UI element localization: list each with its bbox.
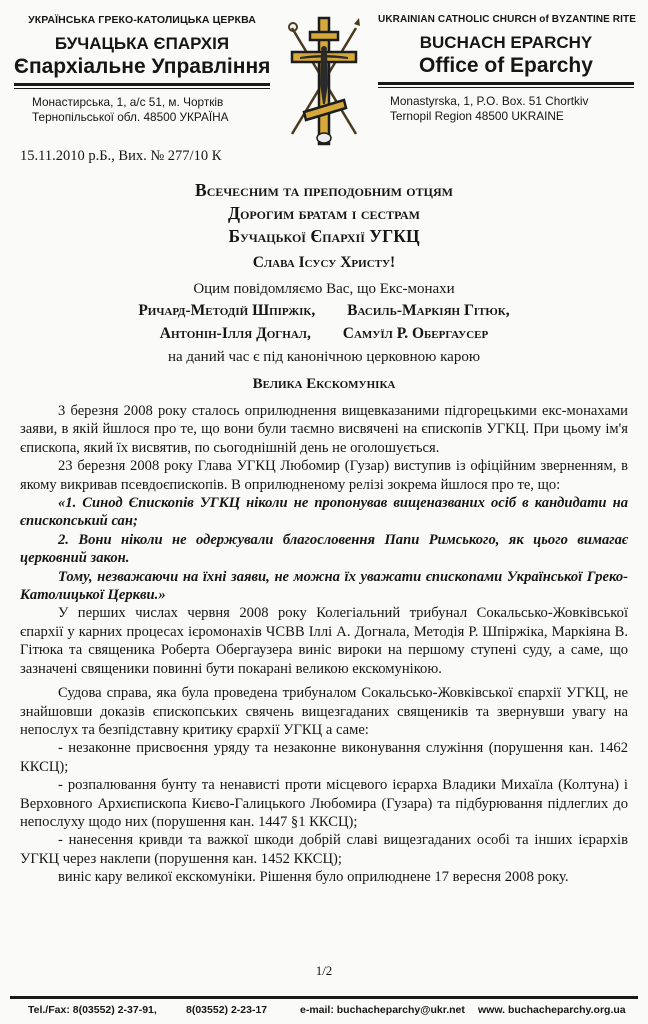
office-name-ua: Єпархіальне Управління — [14, 55, 271, 78]
quote-3: Тому, незважаючи на їхні заяви, не можна їх уважати єпископами Української Греко-Католицької Церкви.» — [20, 568, 628, 604]
church-name-en: UKRAINIAN CATHOLIC CHURCH of BYZANTINE RITE — [378, 14, 636, 25]
address-en-line2: Ternopil Region 48500 UKRAINE — [390, 109, 564, 123]
letter-body — [20, 402, 628, 887]
announcement-intro: Оцим повідомляємо Вас, що Екс-монахи — [193, 281, 455, 297]
footer-rule — [10, 996, 638, 999]
quote-1: «1. Синод Єпископів УГКЦ ніколи не пропонував вищеназваних осіб в кандидати на єпископський сан; — [20, 495, 628, 530]
bullet-2: - розпалювання бунту та ненависті проти місцевого ієрарха Владики Михаїла (Колтуна) і Верховного Архиєпископа Києво-Галицького Любомира (Гузара) та підбурювання підлеглих до непослуху щодо них (порушення кан. 1447 §1 ККСЦ); — [20, 777, 628, 830]
letterhead-left — [14, 14, 270, 125]
paragraph-5: виніс кару великої екскомуніки. Рішення було оприлюднене 17 вересня 2008 року. — [58, 869, 569, 886]
page-number: 1/2 — [315, 963, 333, 978]
cross-emblem-icon — [284, 14, 364, 148]
name-3: Антонін-Ілля Догнал, — [159, 325, 311, 342]
address-en-line1: Monastyrska, 1, P.O. Box. 51 Chortkiv — [390, 94, 589, 108]
paragraph-1: 3 березня 2008 року сталось оприлюднення вищевказаними підгорецькими екс-монахами заяви, в якій йшлося про те, що вони були таємно висвячені на єпископів УГКЦ. При цьому ім'я єпископа, який їх висвятив, по сьогоднішній день не оголошується. — [20, 403, 628, 456]
church-name-ua: УКРАЇНСЬКА ГРЕКО-КАТОЛИЦЬКА ЦЕРКВА — [28, 14, 256, 26]
names-row-1 — [0, 300, 648, 322]
address-ua-line1: Монастирська, 1, а/с 51, м. Чортків — [32, 95, 224, 109]
header-rule-thin — [378, 87, 634, 88]
paragraph-2: 23 березня 2008 року Глава УГКЦ Любомир (Гузар) виступив із офіційним зверненням, в якому викривав псевдоєпископів. В оприлюдненому релізі зокрема йшлося про те, що: — [20, 458, 628, 493]
reference-number: 15.11.2010 р.Б., Вих. № 277/10 К — [20, 148, 222, 164]
name-4: Самуїл Р. Обергаусер — [342, 325, 489, 342]
section-heading: Велика Екскомуніка — [252, 376, 396, 392]
footer-phone-2: 8(03552) 2-23-17 — [186, 1004, 268, 1016]
bullet-3: - нанесення кривди та важкої шкоди добрій славі вищезгаданих особі та інших ієрархів УГКЦ через наклепи (порушення кан. 1452 ККСЦ); — [20, 832, 628, 867]
eparchy-name-en: BUCHACH EPARCHY — [419, 33, 593, 52]
bullet-1: - незаконне присвоєння уряду та незаконне виконування служіння (порушення кан. 1462 ККСЦ); — [20, 740, 628, 775]
header-rule-thin — [14, 88, 270, 89]
announcement-status: на даний час є під канонічною церковною карою — [167, 349, 481, 365]
address-line-2: Дорогим братам і сестрам — [228, 203, 420, 223]
address-line-3: Бучацької Єпархії УГКЦ — [228, 226, 420, 246]
quote-2: 2. Вони ніколи не одержували благословення Папи Римського, як цього вимагає церковний закон. — [20, 531, 628, 567]
header-rule — [14, 83, 270, 86]
greeting: Слава Ісусу Христу! — [252, 254, 396, 271]
office-name-en: Office of Eparchy — [419, 54, 593, 77]
address-en — [378, 94, 634, 124]
letterhead-right — [378, 14, 634, 124]
eparchy-name-ua: БУЧАЦЬКА ЄПАРХІЯ — [54, 34, 230, 53]
address-line-1: Всечесним та преподобним отцям — [195, 180, 453, 200]
names-row-2 — [0, 323, 648, 345]
name-1: Ричард-Методій Шпіржік, — [138, 302, 316, 319]
footer-phone: Tel./Fax: 8(03552) 2-37-91, — [28, 1004, 157, 1016]
paragraph-4: Судова справа, яка була проведена трибуналом Сокальсько-Жовківської єпархії УГКЦ, не знайшовши доказів єпископських свячень вищезгаданих священиків та звернувши увагу на непослух та безпідставну критику єрархії УГКЦ а саме: — [20, 685, 628, 738]
footer-website[interactable]: www. buchacheparchy.org.ua — [478, 1004, 626, 1016]
address-ua-line2: Тернопільської обл. 48500 УКРАЇНА — [32, 110, 229, 124]
address-ua — [14, 95, 270, 125]
name-2: Василь-Маркіян Гітюк, — [347, 302, 510, 319]
letterhead — [0, 14, 648, 134]
header-rule — [378, 82, 634, 85]
paragraph-3: У перших числах червня 2008 року Колегіальний трибунал Сокальсько-Жовківської єпархії у карних процесах ієромонахів ЧСВВ Іллі А. Догнала, Методія Р. Шпіржіка, Маркіяна В. Гітюка та священика Роберта Обергаузера виніс вироки на першому ступені суду, а саме, що зазначені священики повинні бути покарані великою екскомунікою. — [20, 605, 628, 677]
footer-email[interactable]: e-mail: buchacheparchy@ukr.net — [300, 1004, 465, 1016]
